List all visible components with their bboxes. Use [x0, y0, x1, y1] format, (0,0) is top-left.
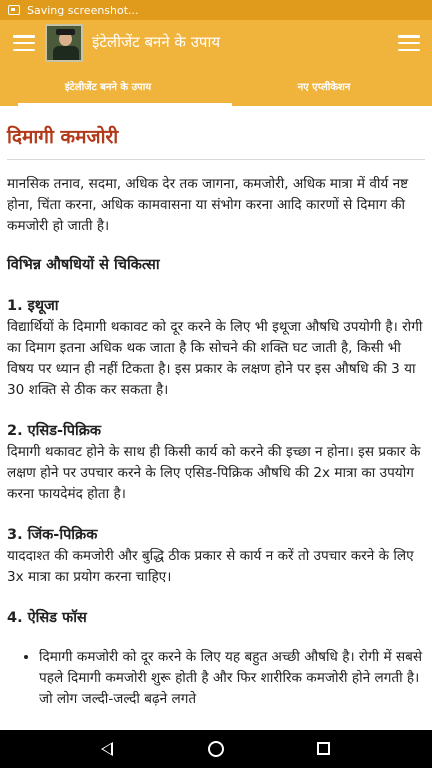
heading-divider [7, 159, 425, 160]
remedy-heading: 3. जिंक-पिक्रिक [7, 527, 98, 543]
tab-intelligent-tips[interactable]: इंटेलीजेंट बनने के उपाय [0, 66, 216, 106]
menu-icon[interactable] [13, 35, 35, 51]
navigation-bar [0, 730, 432, 768]
remedy-text: दिमागी थकावट होने के साथ ही किसी कार्य को करने की इच्छा न होना। इस प्रकार के लक्षण होने पर उपचार करने के लिए एसिड-पिक्रिक औषधि की 2x मात्रा का उपयोग करना फायदेमंद होता है। [7, 444, 421, 502]
article-content[interactable] [0, 106, 432, 730]
tab-bar [0, 66, 432, 106]
status-text: Saving screenshot... [27, 3, 139, 17]
app-logo [45, 24, 83, 62]
overflow-menu-icon[interactable] [398, 35, 420, 51]
remedy-text: याददाश्त की कमजोरी और बुद्धि ठीक प्रकार से कार्य न करें तो उपचार करने के लिए 3x मात्रा का प्रयोग करना चाहिए। [7, 548, 414, 585]
app-bar [0, 20, 432, 66]
remedy-heading: 2. एसिड-पिक्रिक [7, 423, 102, 439]
app-title: इंटेलीजेंट बनने के उपाय [92, 33, 221, 51]
article-title: दिमागी कमजोरी [7, 126, 119, 148]
status-bar [0, 0, 432, 20]
remedy-heading: 1. इथूजा [7, 298, 59, 314]
remedy-text: विद्यार्थियों के दिमागी थकावट को दूर करने के लिए भी इथूजा औषधि उपयोगी है। रोगी का दिमाग इतना अधिक थक जाता है कि सोचने की शक्ति घट जाती है, किसी भी विषय पर ध्यान ही नहीं टिकता है। इस प्रकार के लक्षण होने पर इस औषधि की 3 या 30 शक्ति से ठीक कर सकता है। [7, 319, 423, 398]
screenshot-icon [8, 5, 20, 15]
bullet-list [7, 647, 425, 710]
home-icon[interactable] [208, 741, 224, 757]
intro-paragraph: मानसिक तनाव, सदमा, अधिक देर तक जागना, कमजोरी, अधिक मात्रा में वीर्य नष्ट होना, चिंता करना, अधिक कामवासना या संभोग करना आदि कारणों से दिमाग की कमजोरी हो जाती है। [7, 176, 409, 234]
recent-apps-icon[interactable] [317, 742, 330, 755]
list-item: • दिमागी कमजोरी को दूर करने के लिए यह बहुत अच्छी औषधि है। रोगी में सबसे पहले दिमागी कमजोरी शुरू होती है और फिर शारीरिक कमजोरी होने लगती है। जो लोग जल्दी-जल्दी बढ़ने लगते [39, 647, 425, 710]
section-heading: विभिन्न औषधियों से चिकित्सा [7, 257, 160, 273]
back-icon[interactable] [101, 742, 113, 756]
remedy-heading: 4. ऐसिड फॉस [7, 610, 87, 626]
tab-new-applications[interactable]: नए एप्लीकेशन [297, 82, 351, 93]
